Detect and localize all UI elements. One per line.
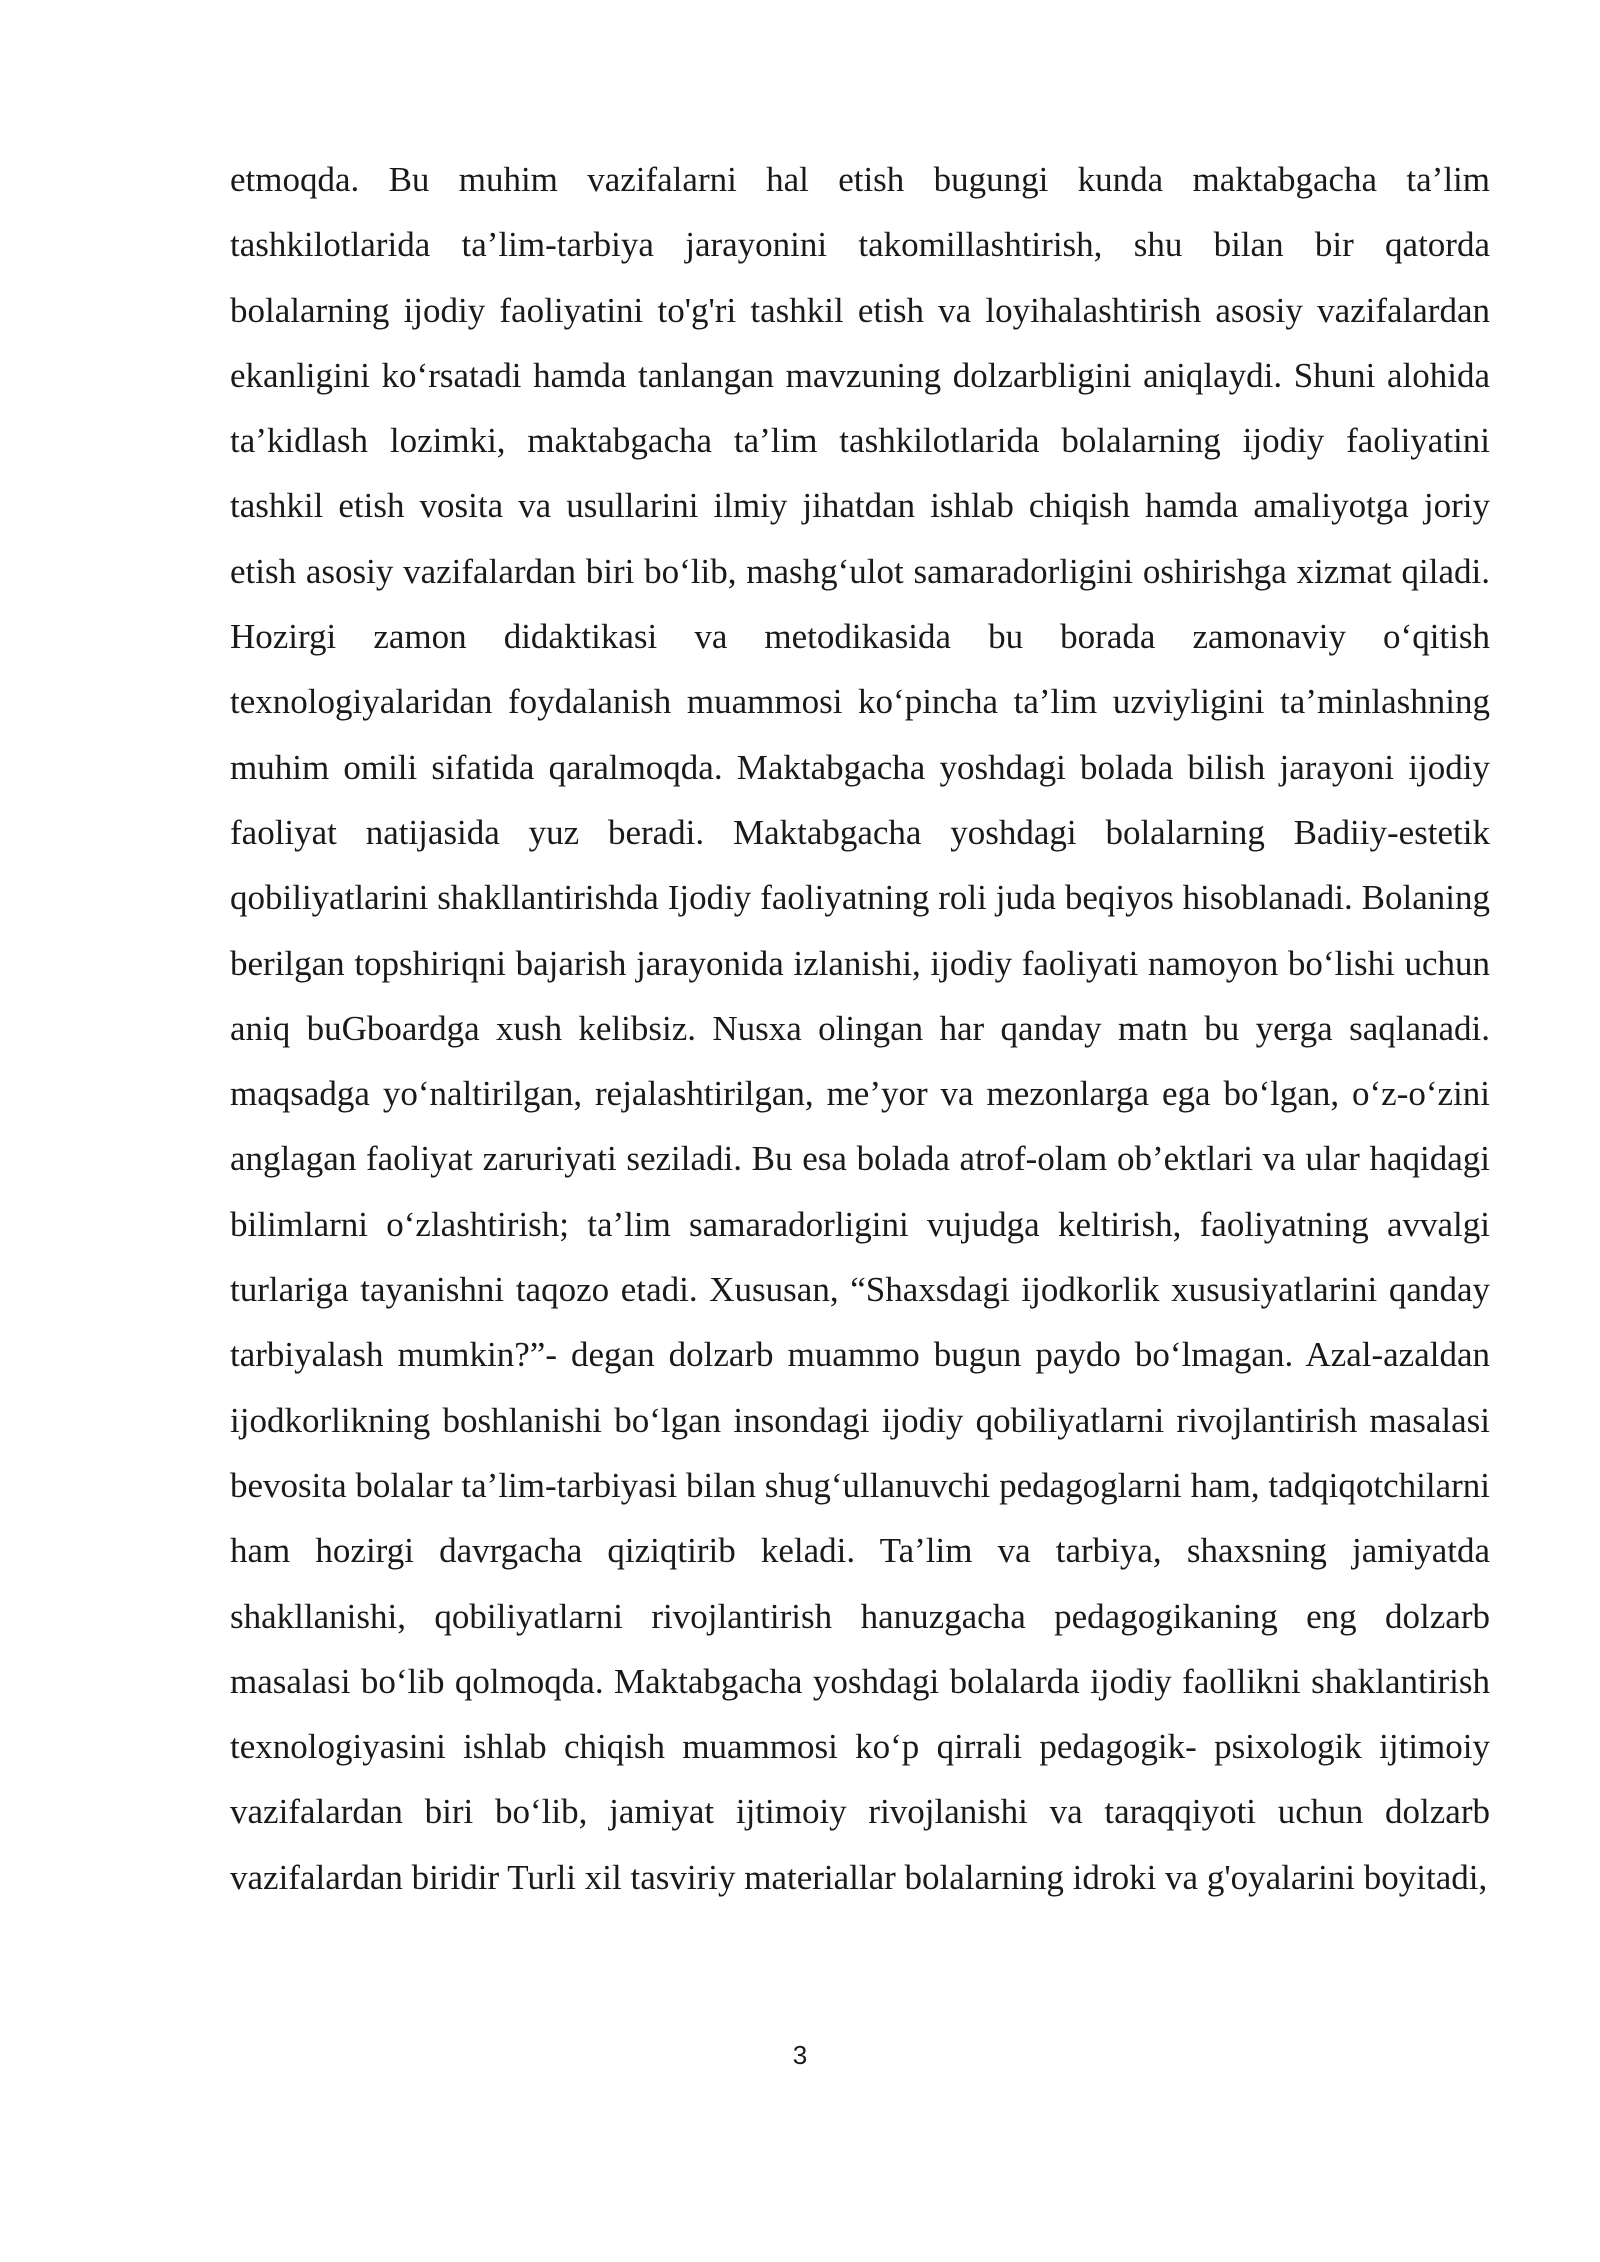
page-number: 3 [792, 2040, 808, 2070]
body-paragraph: etmoqda. Bu muhim vazifalarni hal etish bugungi kunda maktabgacha ta’lim tashkilotlarida ta’lim-tarbiya jarayonini takomillashtirish, shu bilan bir qatorda bolalarning ijodiy faoliyatini to'g'ri tashkil etish va loyihalashtirish asosiy vazifalardan ekanligini koʻrsatadi hamda tanlangan mavzuning dolzarbligini aniqlaydi. Shuni alohida ta’kidlash lozimki, maktabgacha ta’lim tashkilotlarida bolalarning ijodiy faoliyatini tashkil etish vosita va usullarini ilmiy jihatdan ishlab chiqish hamda amaliyotga joriy etish asosiy vazifalardan biri boʻlib, mashgʻulot samaradorligini oshirishga xizmat qiladi. Hozirgi zamon didaktikasi va metodikasida bu borada zamonaviy oʻqitish texnologiyalaridan foydalanish muammosi koʻpincha ta’lim uzviyligini ta’minlashning muhim omili sifatida qaralmoqda. Maktabgacha yoshdagi bolada bilish jarayoni ijodiy faoliyat natijasida yuz beradi. Maktabgacha yoshdagi bolalarning Badiiy-estetik qobiliyatlarini shakllantirishda Ijodiy faoliyatning roli juda beqiyos hisoblanadi. Bolaning berilgan topshiriqni bajarish jarayonida izlanishi, ijodiy faoliyati namoyon boʻlishi uchun aniq buGboardga xush kelibsiz. Nusxa olingan har qanday matn bu yerga saqlanadi. maqsadga yoʻnaltirilgan, rejalashtirilgan, me’yor va mezonlarga ega boʻlgan, oʻz-oʻzini anglagan faoliyat zaruriyati seziladi. Bu esa bolada atrof-olam ob’ektlari va ular haqidagi bilimlarni oʻzlashtirish; ta’lim samaradorligini vujudga keltirish, faoliyatning avvalgi turlariga tayanishni taqozo etadi. Xususan, “Shaxsdagi ijodkorlik xususiyatlarini qanday tarbiyalash mumkin?”- degan dolzarb muammo bugun paydo boʻlmagan. Azal-azaldan ijodkorlikning boshlanishi boʻlgan insondagi ijodiy qobiliyatlarni rivojlantirish masalasi bevosita bolalar ta’lim-tarbiyasi bilan shugʻullanuvchi pedagoglarni ham, tadqiqotchilarni ham hozirgi davrgacha qiziqtirib keladi. Ta’lim va tarbiya, shaxsning jamiyatda shakllanishi, qobiliyatlarni rivojlantirish hanuzgacha pedagogikaning eng dolzarb masalasi boʻlib qolmoqda. Maktabgacha yoshdagi bolalarda ijodiy faollikni shaklantirish texnologiyasini ishlab chiqish muammosi koʻp qirrali pedagogik- psixologik ijtimoiy vazifalardan biri boʻlib, jamiyat ijtimoiy rivojlanishi va taraqqiyoti uchun dolzarb vazifalardan biridir Turli xil tasviriy materiallar bolalarning idroki va g'oyalarini boyitadi, [230, 160, 1490, 1897]
